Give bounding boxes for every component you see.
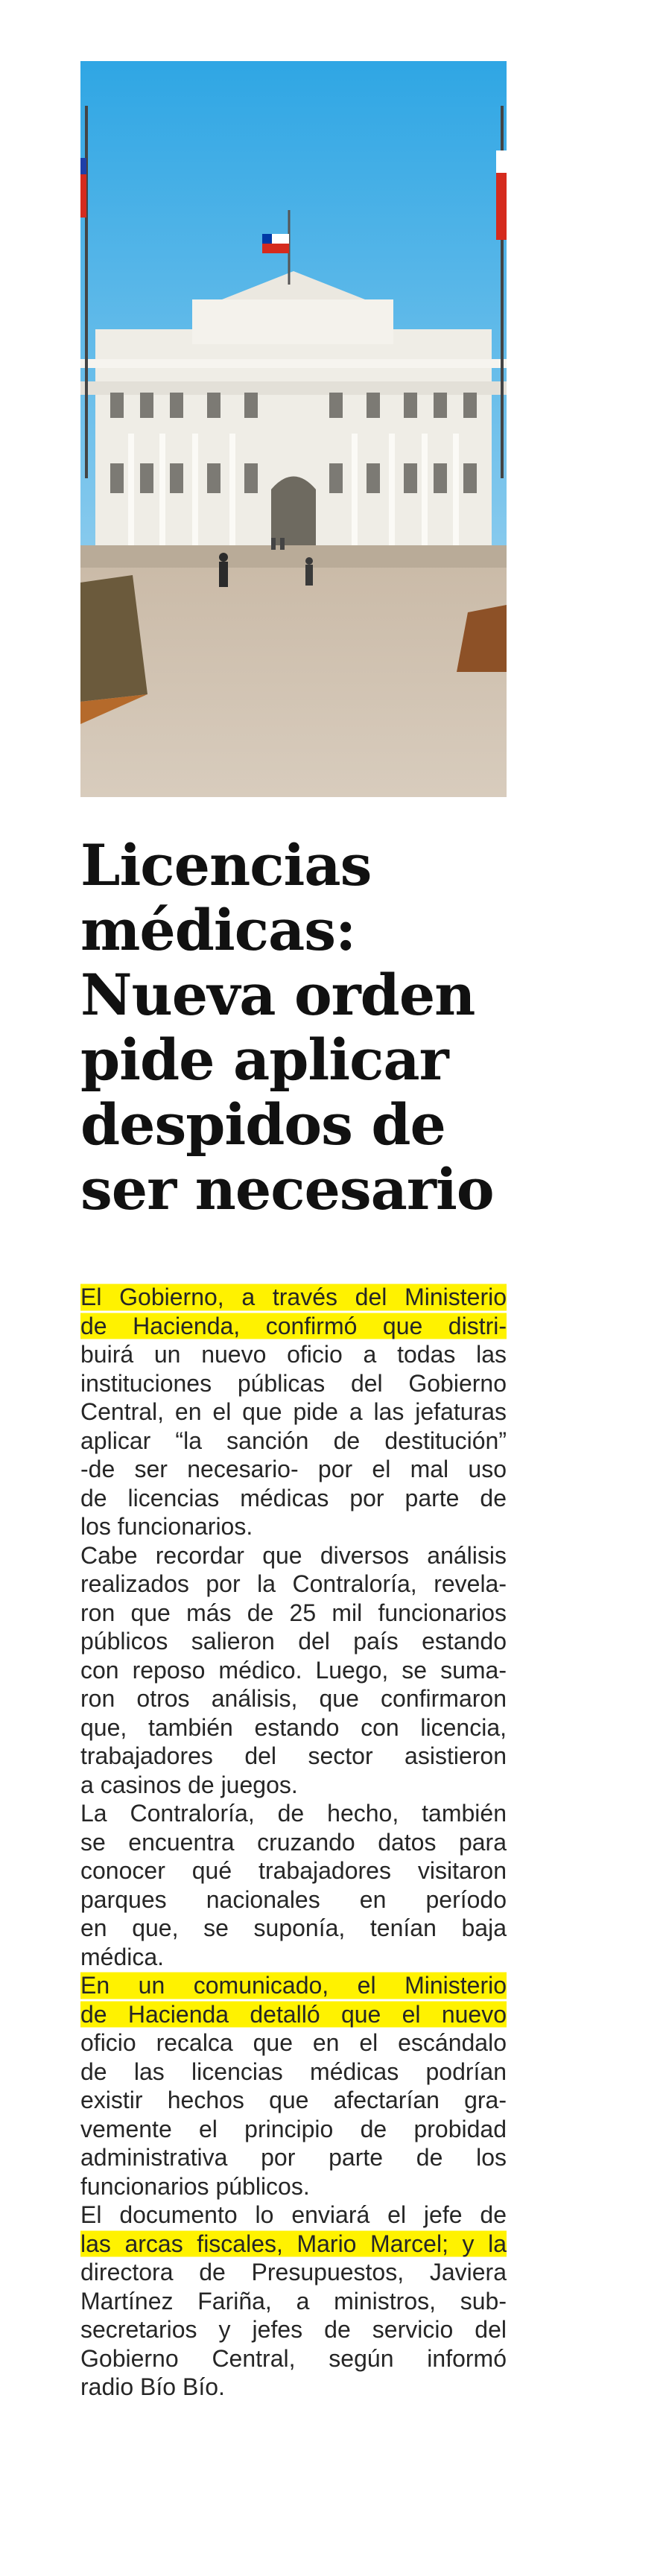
body-line: ron otros análisis, que confirmaron [80,1685,507,1712]
body-line: El documento lo enviará el jefe de [80,2201,507,2228]
headline-line: despidos de [80,1091,445,1158]
body-line: -de ser necesario- por el mal uso [80,1456,507,1482]
body-line: ron que más de 25 mil funcionarios [80,1599,507,1626]
headline [80,833,602,1222]
body-line: los funcionarios. [80,1513,253,1540]
body-line: administrativa por parte de los [80,2144,507,2171]
highlighted-body-line: de Hacienda, confirmó que distri- [80,1312,507,1339]
la-moneda-palace-image [80,61,507,797]
article-body [80,1283,507,2402]
body-line: parques nacionales en período [80,1885,507,1913]
body-line: funcionarios públicos. [80,2172,310,2200]
article-photo [80,61,507,797]
body-line: realizados por la Contraloría, revela- [80,1570,507,1597]
body-line: de licencias médicas por parte de [80,1484,507,1511]
headline-line: médicas: [80,897,356,963]
headline-line: Nueva orden [80,962,475,1028]
body-line: radio Bío Bío. [80,2373,225,2400]
headline-line: pide aplicar [80,1027,448,1093]
highlighted-body-line: El Gobierno, a través del Ministerio [80,1284,507,1310]
body-line: con reposo médico. Luego, se suma- [80,1656,507,1684]
body-line: Central, en el que pide a las jefaturas [80,1398,507,1425]
highlighted-body-line: En un comunicado, el Ministerio [80,1972,507,1999]
body-line: trabajadores del sector asistieron [80,1742,507,1769]
body-line: La Contraloría, de hecho, también [80,1800,507,1827]
body-line: médica. [80,1943,165,1970]
body-line: vemente el principio de probidad [80,2115,507,2142]
body-line: conocer qué trabajadores visitaron [80,1857,507,1884]
body-line: Gobierno Central, según informó [80,2344,507,2372]
body-line: buirá un nuevo oficio a todas las [80,1341,507,1368]
body-line: instituciones públicas del Gobierno [80,1369,507,1397]
body-line: en que, se suponía, tenían baja [80,1914,507,1941]
body-line: de las licencias médicas podrían [80,2058,507,2085]
headline-line: ser necesario [80,1156,494,1222]
body-line: existir hechos que afectarían gra- [80,2087,507,2113]
highlighted-body-line: las arcas fiscales, Mario Marcel; y la [80,2230,507,2257]
body-line: directora de Presupuestos, Javiera [80,2259,507,2285]
headline-line: Licencias [80,832,372,898]
body-line: que, también estando con licencia, [80,1713,507,1741]
body-line: a casinos de juegos. [80,1771,298,1798]
body-line: públicos salieron del país estando [80,1628,507,1655]
body-line: oficio recalca que en el escándalo [80,2029,507,2056]
body-line: Martínez Fariña, a ministros, sub- [80,2287,507,2315]
body-line: secretarios y jefes de servicio del [80,2316,507,2343]
body-line: Cabe recordar que diversos análisis [80,1541,507,1569]
body-line: se encuentra cruzando datos para [80,1828,507,1856]
body-line: aplicar “la sanción de destitución” [80,1427,507,1454]
highlighted-body-line: de Hacienda detalló que el nuevo [80,2000,507,2028]
